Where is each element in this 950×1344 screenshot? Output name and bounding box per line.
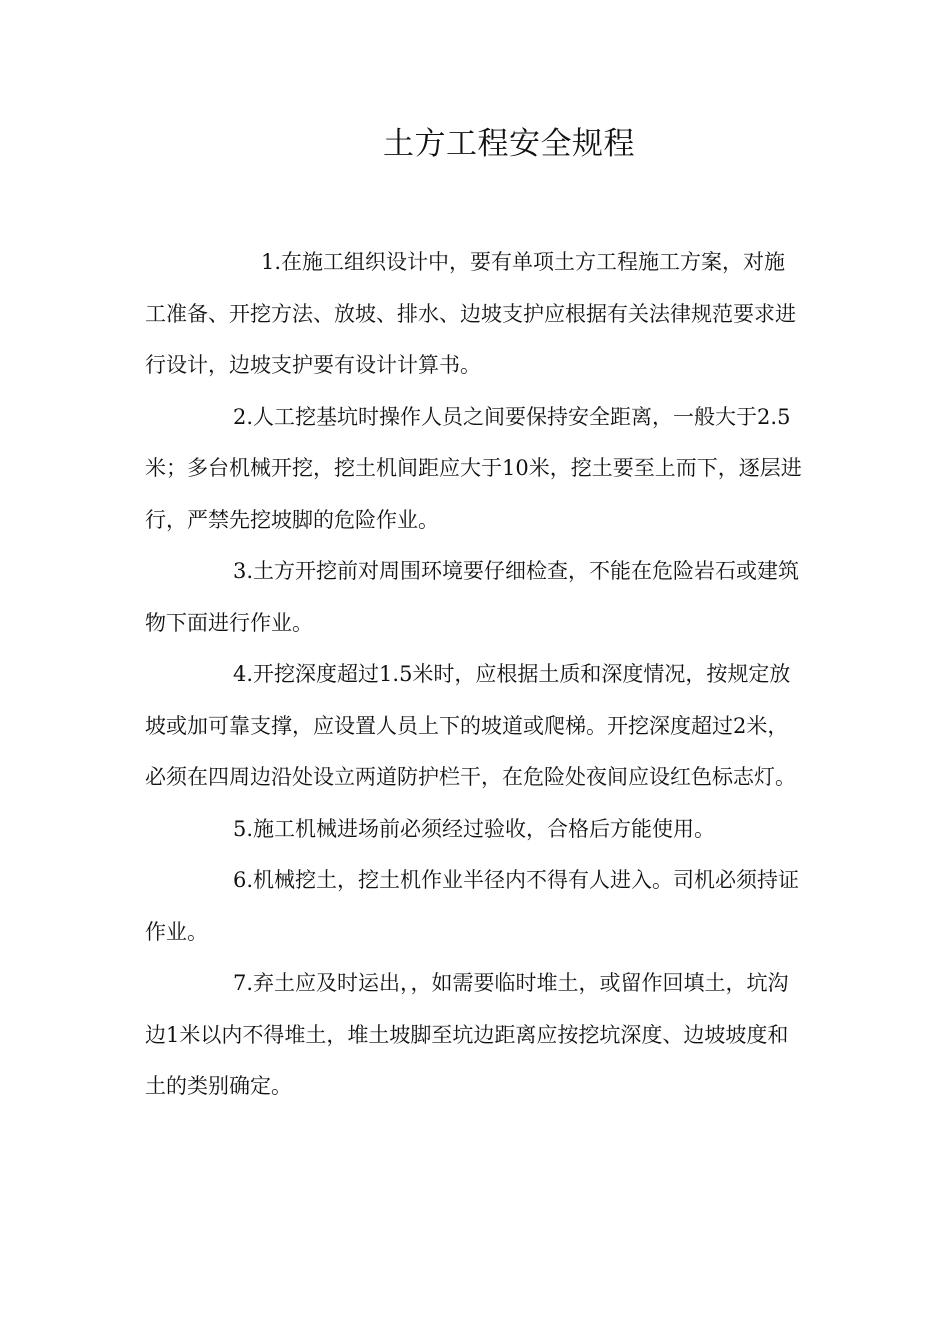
paragraph-7: 7.弃土应及时运出，，如需要临时堆土，或留作回填土，坑沟边1米以内不得堆土，堆土坡脚至坑边距离应按挖坑深度、边坡坡度和土的类别确定。: [145, 971, 789, 1098]
paragraph-3: 3.土方开挖前对周围环境要仔细检查，不能在危险岩石或建筑物下面进行作业。: [145, 559, 800, 635]
paragraph-4: 4.开挖深度超过1.5米时，应根据土质和深度情况，按规定放坡或加可靠支撑，应设置人员上下的坡道或爬梯。开挖深度超过2米，必须在四周边沿处设立两道防护栏干，在危险处夜间应设红色标志灯。: [145, 662, 796, 789]
document-title: 土方工程安全规程: [383, 126, 635, 162]
paragraph-6: 6.机械挖土，挖土机作业半径内不得有人进入。司机必须持证作业。: [145, 868, 800, 944]
paragraph-1: 1.在施工组织设计中，要有单项土方工程施工方案，对施工准备、开挖方法、放坡、排水、边坡支护应根据有关法律规范要求进行设计，边坡支护要有设计计算书。: [145, 250, 796, 377]
paragraph-2: 2.人工挖基坑时操作人员之间要保持安全距离，一般大于2.5米；多台机械开挖，挖土机间距应大于10米，挖土要至上而下，逐层进行，严禁先挖坡脚的危险作业。: [145, 404, 802, 532]
paragraph-5: 5.施工机械进场前必须经过验收，合格后方能使用。: [233, 816, 716, 841]
document-body: [145, 237, 805, 1113]
